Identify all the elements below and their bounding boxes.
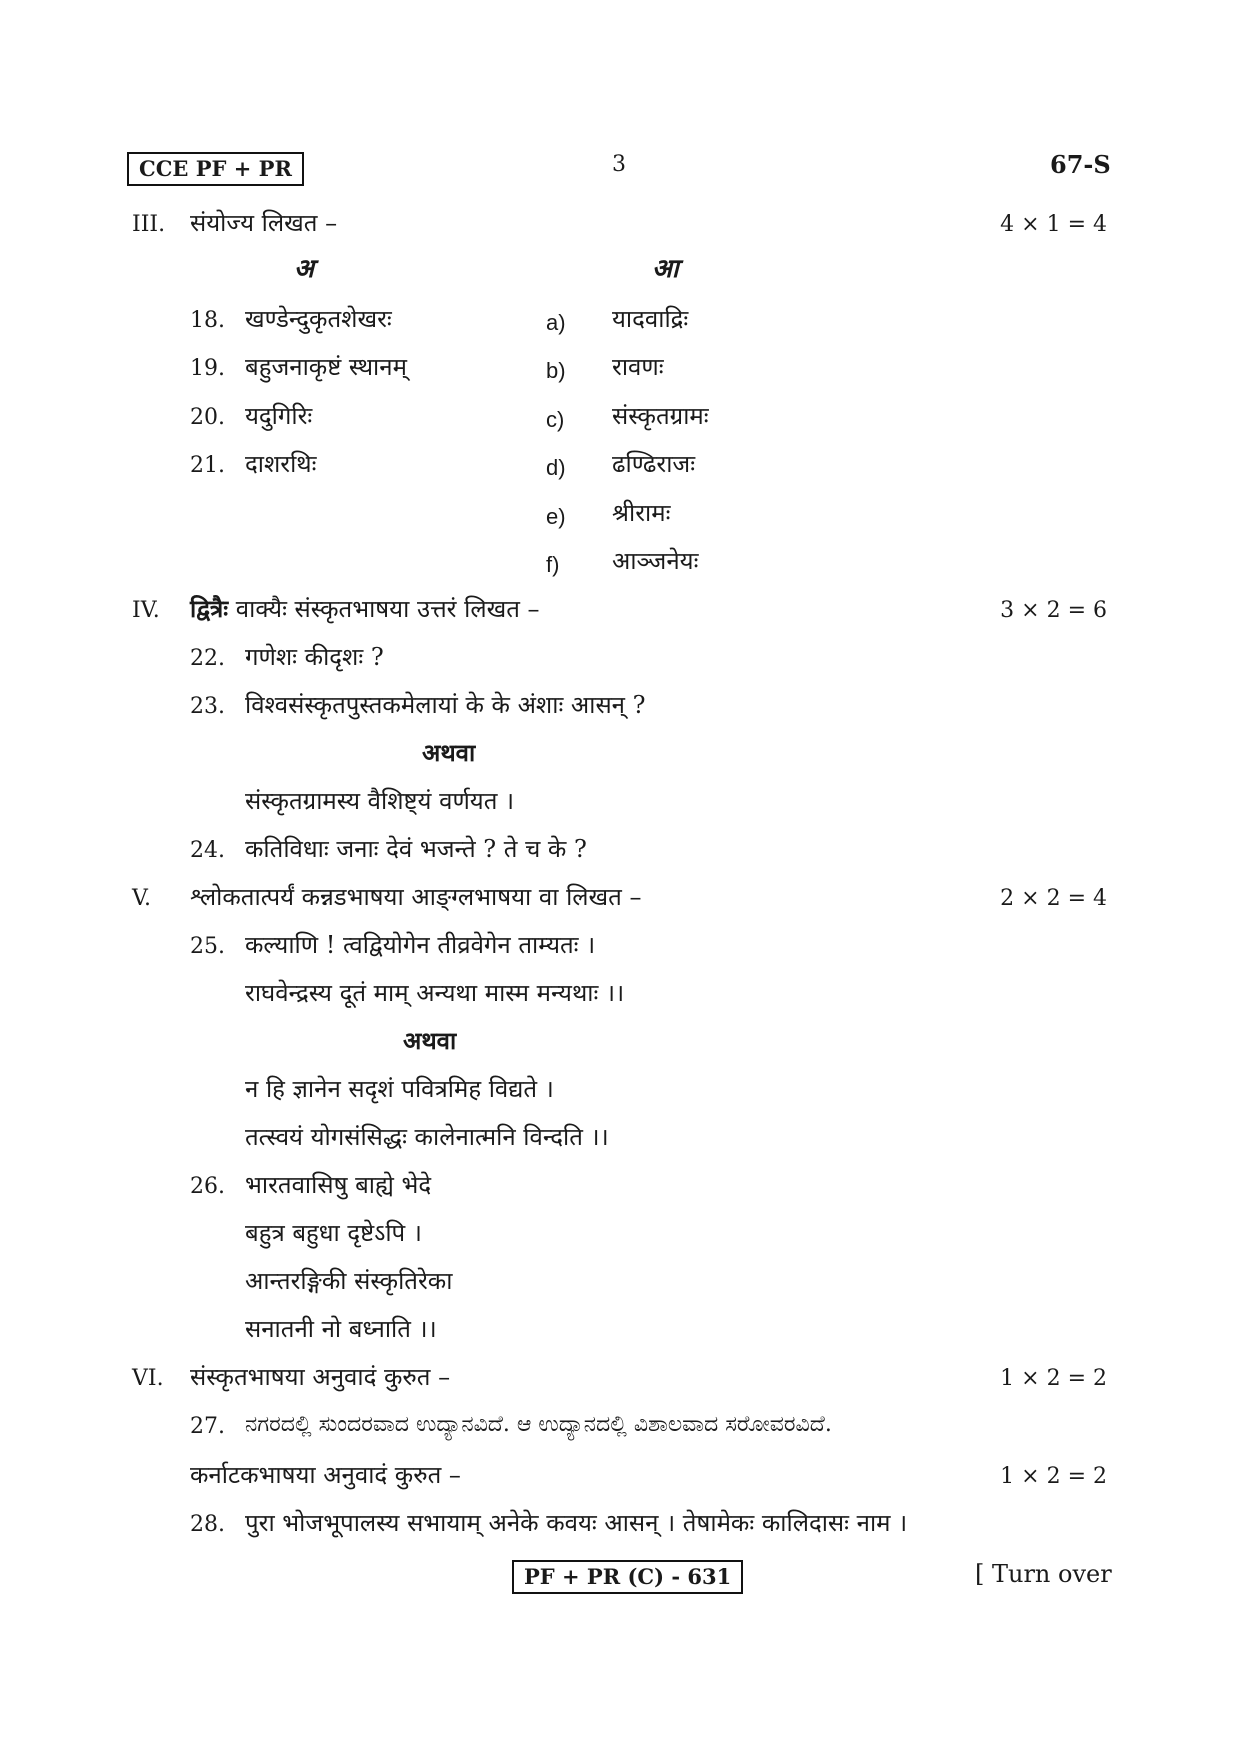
section-v-instruction: श्लोकतात्पर्यं कन्नडभाषया आङ्ग्लभाषया वा लिखत – (190, 883, 642, 911)
section-vi-instruction: संस्कृतभाषया अनुवादं कुरुत – (190, 1363, 451, 1391)
match-right-item: ढण्ढिराजः (612, 450, 696, 478)
section-v-number: V. (132, 886, 152, 911)
section-iii-instruction: संयोज्य लिखत – (190, 209, 338, 237)
question-number: 23. (190, 694, 225, 719)
athava-label: अथवा (422, 738, 476, 767)
question-26-line-1: भारतवासिषु बाह्ये भेदे (245, 1171, 432, 1199)
question-24-text: कतिविधाः जनाः देवं भजन्ते ? ते च के ? (245, 835, 587, 863)
header-code-box: CCE PF + PR (127, 152, 304, 186)
option-letter: e) (546, 504, 566, 529)
question-number: 26. (190, 1174, 225, 1199)
section-v-marks: 2 × 2 = 4 (1000, 886, 1107, 911)
option-letter: f) (546, 552, 560, 577)
question-number: 19. (190, 356, 225, 381)
question-number: 24. (190, 838, 225, 863)
question-number: 18. (190, 308, 225, 333)
match-left-item: यदुगिरिः (245, 402, 313, 430)
question-25-line-2: राघवेन्द्रस्य दूतं माम् अन्यथा मास्म मन्यथाः ।। (245, 979, 625, 1007)
option-letter: d) (546, 455, 566, 480)
match-right-item: श्रीरामः (612, 499, 671, 527)
question-26-line-3: आन्तरङ्गिकी संस्कृतिरेका (245, 1267, 453, 1295)
match-left-item: बहुजनाकृष्टं स्थानम् (245, 353, 407, 381)
section-vi-instruction-2: कर्नाटकभाषया अनुवादं कुरुत – (190, 1461, 461, 1489)
question-22-text: गणेशः कीदृशः ? (245, 643, 384, 671)
section-iv-number: IV. (132, 598, 160, 623)
instruction-emphasis: द्वित्रैः (190, 594, 229, 623)
question-25-alt-line-1: न हि ज्ञानेन सदृशं पवित्रमिह विद्यते । (245, 1075, 554, 1103)
question-25-line-1: कल्याणि ! त्वद्वियोगेन तीव्रवेगेन ताम्यतः । (245, 931, 596, 959)
section-iv-instruction (190, 592, 540, 626)
match-right-item: यादवाद्रिः (612, 305, 689, 333)
question-number: 28. (190, 1512, 225, 1537)
question-number: 25. (190, 934, 225, 959)
page-number: 3 (612, 152, 626, 177)
match-right-item: संस्कृतग्रामः (612, 402, 709, 430)
option-letter: b) (546, 358, 566, 383)
section-vi-number: VI. (132, 1366, 164, 1391)
turn-over-label: [ Turn over (975, 1560, 1112, 1588)
column-a-heading: अ (294, 254, 314, 284)
column-b-heading: आ (652, 254, 679, 284)
question-26-line-2: बहुत्र बहुधा दृष्टेऽपि । (245, 1219, 422, 1247)
match-left-item: दाशरथिः (245, 450, 317, 478)
athava-label: अथवा (403, 1026, 457, 1055)
question-number: 20. (190, 405, 225, 430)
question-26-line-4: सनातनी नो बध्नाति ।। (245, 1315, 437, 1343)
question-23-alternative: संस्कृतग्रामस्य वैशिष्ट्यं वर्णयत । (245, 787, 515, 815)
question-27-kannada-text: ನಗರದಲ್ಲಿ ಸುಂದರವಾದ ಉದ್ಯಾನವಿದೆ. ಆ ಉದ್ಯಾನದಲ್ಲಿ ವಿಶಾಲವಾದ ಸರೋವರವಿದೆ. (245, 1412, 832, 1437)
question-25-alt-line-2: तत्स्वयं योगसंसिद्धः कालेनात्मनि विन्दति ।। (245, 1123, 609, 1151)
question-number: 21. (190, 453, 225, 478)
section-iv-marks: 3 × 2 = 6 (1000, 598, 1107, 623)
section-vi-marks-2: 1 × 2 = 2 (1000, 1464, 1107, 1489)
question-number: 22. (190, 646, 225, 671)
footer-code-box: PF + PR (C) - 631 (512, 1560, 743, 1594)
instruction-rest: वाक्यैः संस्कृतभाषया उत्तरं लिखत – (228, 595, 540, 623)
option-letter: c) (546, 407, 565, 432)
paper-code: 67-S (1050, 150, 1111, 179)
question-23-text: विश्वसंस्कृतपुस्तकमेलायां के के अंशाः आसन् ? (245, 691, 646, 719)
section-vi-marks: 1 × 2 = 2 (1000, 1366, 1107, 1391)
section-iii-number: III. (132, 212, 166, 237)
match-right-item: रावणः (612, 353, 664, 381)
question-number: 27. (190, 1414, 225, 1439)
match-left-item: खण्डेन्दुकृतशेखरः (245, 305, 392, 333)
section-iii-marks: 4 × 1 = 4 (1000, 212, 1107, 237)
question-28-text: पुरा भोजभूपालस्य सभायाम् अनेके कवयः आसन् । तेषामेकः कालिदासः नाम । (245, 1509, 908, 1537)
match-right-item: आञ्जनेयः (612, 547, 699, 575)
option-letter: a) (546, 310, 566, 335)
